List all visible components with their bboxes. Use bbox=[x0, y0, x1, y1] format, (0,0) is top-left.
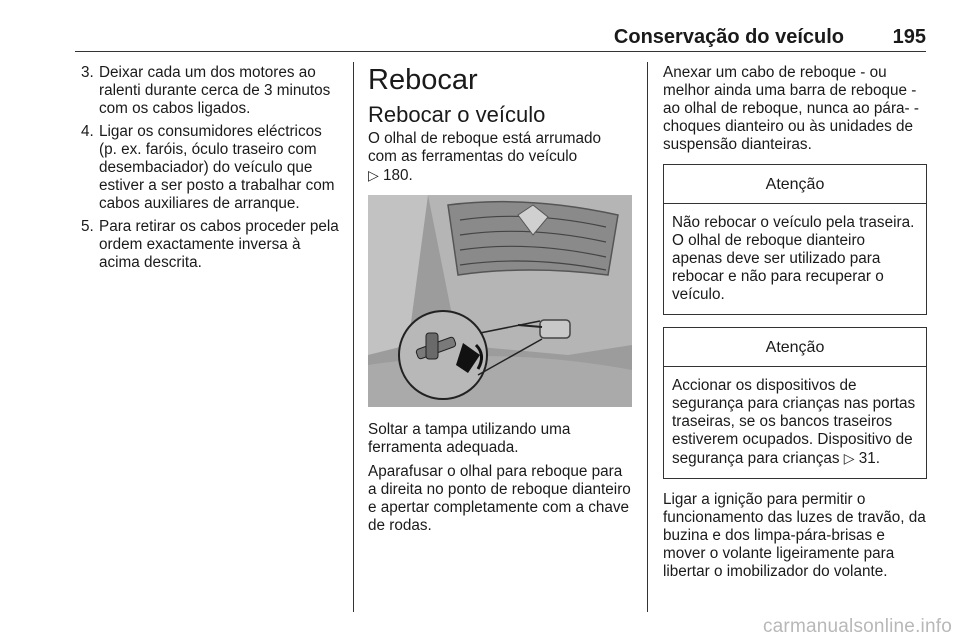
intro-paragraph: O olhal de reboque está arrumado com as ferramentas do veículo ▷ 180. bbox=[368, 130, 602, 184]
list-item bbox=[77, 64, 341, 118]
warning-box bbox=[663, 327, 927, 479]
paragraph: Aparafusar o olhal para reboque para a direita no ponto de reboque dianteiro e apertar completamente com a chave de rodas. bbox=[368, 463, 631, 534]
list-number: 4. bbox=[81, 123, 94, 140]
left-column bbox=[77, 64, 341, 277]
page-number: 195 bbox=[892, 26, 926, 48]
list-item bbox=[77, 218, 341, 272]
page-ref-icon: ▷ bbox=[843, 450, 855, 466]
section-heading: Rebocar bbox=[368, 64, 478, 96]
list-text: Ligar os consumidores eléctricos (p. ex. faróis, óculo traseiro com desembaciador) do veículo que estiver a ser posto a trabalhar com cabos auxiliares de arranque. bbox=[99, 123, 335, 212]
page-ref-icon: ▷ bbox=[368, 167, 379, 183]
list-item bbox=[77, 123, 341, 213]
warning-title: Atenção bbox=[664, 328, 926, 367]
warning-box bbox=[663, 164, 927, 315]
middle-column bbox=[368, 64, 634, 541]
list-text: Deixar cada um dos motores ao ralenti durante cerca de 3 minutos com os cabos ligados. bbox=[99, 64, 331, 117]
column-divider-1 bbox=[353, 62, 354, 612]
list-number: 3. bbox=[81, 64, 94, 81]
car-front-drawing bbox=[368, 195, 632, 407]
page-ref: 31. bbox=[858, 450, 881, 467]
page-header bbox=[75, 26, 926, 52]
watermark: carmanualsonline.info bbox=[762, 616, 952, 637]
towing-eye-illustration bbox=[368, 195, 632, 407]
subsection-heading: Rebocar o veículo bbox=[368, 102, 546, 127]
paragraph: Ligar a ignição para permitir o funcionamento das luzes de travão, da buzina e dos limpa-pára-brisas e mover o volante ligeiramente para libertar o imobilizador do volante. bbox=[663, 491, 926, 580]
list-text: Para retirar os cabos proceder pela ordem exactamente inversa à acima descrita. bbox=[99, 218, 339, 271]
section-title: Conservação do veículo bbox=[613, 26, 844, 48]
paragraph: Anexar um cabo de reboque - ou melhor ainda uma barra de reboque - ao olhal de reboque, nunca ao pára- -choques dianteiro ou às unidades de suspensão dianteiras. bbox=[663, 64, 919, 153]
page-ref: 180. bbox=[383, 167, 413, 184]
header-rule bbox=[75, 51, 926, 52]
warning-title: Atenção bbox=[664, 165, 926, 204]
column-divider-2 bbox=[647, 62, 648, 612]
paragraph: Soltar a tampa utilizando uma ferramenta adequada. bbox=[368, 421, 571, 456]
list-number: 5. bbox=[81, 218, 94, 235]
warning-body: Accionar os dispositivos de segurança para crianças nas portas traseiras, se os bancos traseiros estiverem ocupados. Dispositivo de segurança para crianças ▷ 31. bbox=[672, 377, 916, 467]
warning-body: Não rebocar o veículo pela traseira. O olhal de reboque dianteiro apenas deve ser utilizado para rebocar e não para recuperar o veículo. bbox=[672, 214, 915, 303]
right-column bbox=[663, 64, 927, 587]
